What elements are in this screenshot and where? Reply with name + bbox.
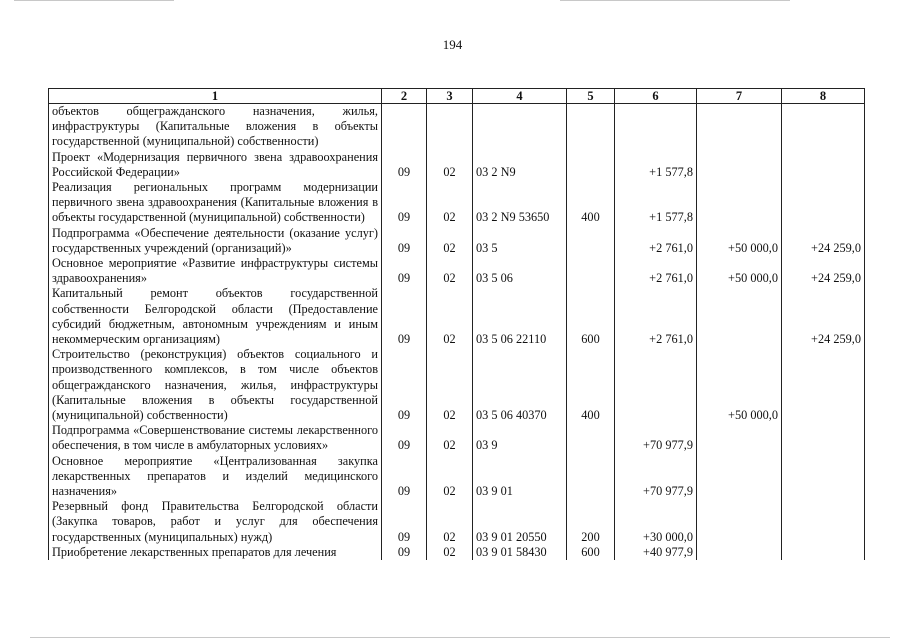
cell-rz <box>382 104 427 150</box>
cell-rz: 09 <box>382 256 427 286</box>
budget-table <box>48 88 865 560</box>
cell-sum-7 <box>697 545 782 560</box>
cell-sum-6: +1 577,8 <box>615 180 697 226</box>
cell-vr <box>567 454 615 500</box>
cell-sum-7: +50 000,0 <box>697 347 782 423</box>
row-name: Капитальный ремонт объектов государственной собственности Белгородской области (Предоставление субсидий бюджетным, автономным учреждениям и иным некоммерческим организациям) <box>49 286 382 347</box>
cell-csr: 03 9 01 <box>473 454 567 500</box>
table-row <box>49 347 865 423</box>
cell-sum-8 <box>782 347 865 423</box>
scan-edge-top-left <box>14 0 174 1</box>
table-row <box>49 256 865 286</box>
table-row <box>49 180 865 226</box>
table-row <box>49 423 865 453</box>
cell-csr: 03 5 06 22110 <box>473 286 567 347</box>
cell-csr: 03 2 N9 <box>473 150 567 180</box>
cell-vr: 200 <box>567 499 615 545</box>
cell-sum-6 <box>615 347 697 423</box>
cell-sum-8 <box>782 104 865 150</box>
row-name: Основное мероприятие «Развитие инфраструктуры системы здравоохранения» <box>49 256 382 286</box>
cell-sum-7 <box>697 180 782 226</box>
cell-sum-6: +1 577,8 <box>615 150 697 180</box>
row-name: Подпрограмма «Совершенствование системы лекарственного обеспечения, в том числе в амбулаторных условиях» <box>49 423 382 453</box>
cell-rz: 09 <box>382 347 427 423</box>
cell-sum-7 <box>697 104 782 150</box>
scan-edge-bottom <box>30 637 890 638</box>
cell-csr: 03 5 06 <box>473 256 567 286</box>
cell-sum-7 <box>697 286 782 347</box>
cell-sum-8 <box>782 499 865 545</box>
cell-csr: 03 2 N9 53650 <box>473 180 567 226</box>
cell-pr: 02 <box>427 150 473 180</box>
column-header-6: 6 <box>615 89 697 104</box>
cell-pr: 02 <box>427 180 473 226</box>
scan-edge-top-right <box>560 0 790 1</box>
cell-csr: 03 9 01 58430 <box>473 545 567 560</box>
cell-pr: 02 <box>427 545 473 560</box>
cell-pr <box>427 104 473 150</box>
cell-pr: 02 <box>427 347 473 423</box>
cell-pr: 02 <box>427 226 473 256</box>
cell-sum-8: +24 259,0 <box>782 226 865 256</box>
row-name: Строительство (реконструкция) объектов социального и производственного комплексов, в том числе объектов общегражданского назначения, жилья, инфраструктуры (Капитальные вложения в объекты государственной (муниципальной) собственности) <box>49 347 382 423</box>
cell-sum-8 <box>782 545 865 560</box>
row-name: объектов общегражданского назначения, жилья, инфраструктуры (Капитальные вложения в объекты государственной (муниципальной) собственности) <box>49 104 382 150</box>
cell-pr: 02 <box>427 454 473 500</box>
cell-sum-8: +24 259,0 <box>782 256 865 286</box>
cell-vr <box>567 150 615 180</box>
cell-rz: 09 <box>382 423 427 453</box>
cell-vr <box>567 226 615 256</box>
cell-rz: 09 <box>382 286 427 347</box>
cell-sum-7: +50 000,0 <box>697 226 782 256</box>
cell-sum-6: +40 977,9 <box>615 545 697 560</box>
cell-sum-6: +2 761,0 <box>615 286 697 347</box>
cell-vr <box>567 423 615 453</box>
table-row <box>49 545 865 560</box>
cell-sum-7 <box>697 423 782 453</box>
table-row <box>49 226 865 256</box>
table-row <box>49 104 865 150</box>
row-name: Приобретение лекарственных препаратов для лечения <box>49 545 382 560</box>
cell-rz: 09 <box>382 499 427 545</box>
cell-sum-6: +70 977,9 <box>615 454 697 500</box>
cell-rz: 09 <box>382 150 427 180</box>
column-header-2: 2 <box>382 89 427 104</box>
cell-rz: 09 <box>382 454 427 500</box>
row-name: Подпрограмма «Обеспечение деятельности (оказание услуг) государственных учреждений (организаций)» <box>49 226 382 256</box>
cell-csr: 03 5 06 40370 <box>473 347 567 423</box>
column-header-8: 8 <box>782 89 865 104</box>
column-header-4: 4 <box>473 89 567 104</box>
cell-sum-8: +24 259,0 <box>782 286 865 347</box>
cell-sum-8 <box>782 423 865 453</box>
cell-vr: 600 <box>567 545 615 560</box>
cell-rz: 09 <box>382 180 427 226</box>
table-row <box>49 286 865 347</box>
cell-csr: 03 9 <box>473 423 567 453</box>
table-row <box>49 454 865 500</box>
cell-csr <box>473 104 567 150</box>
cell-sum-6: +70 977,9 <box>615 423 697 453</box>
cell-sum-8 <box>782 150 865 180</box>
cell-pr: 02 <box>427 286 473 347</box>
cell-vr: 600 <box>567 286 615 347</box>
cell-sum-6: +2 761,0 <box>615 256 697 286</box>
cell-pr: 02 <box>427 423 473 453</box>
row-name: Резервный фонд Правительства Белгородской области (Закупка товаров, работ и услуг для обеспечения государственных (муниципальных) нужд) <box>49 499 382 545</box>
table-header-row <box>49 89 865 104</box>
cell-rz: 09 <box>382 545 427 560</box>
cell-sum-7 <box>697 150 782 180</box>
page-number: 194 <box>442 37 463 52</box>
column-header-7: 7 <box>697 89 782 104</box>
cell-vr <box>567 104 615 150</box>
cell-pr: 02 <box>427 499 473 545</box>
cell-sum-6: +2 761,0 <box>615 226 697 256</box>
cell-sum-8 <box>782 454 865 500</box>
cell-vr <box>567 256 615 286</box>
cell-sum-7 <box>697 499 782 545</box>
column-header-1: 1 <box>49 89 382 104</box>
cell-vr: 400 <box>567 180 615 226</box>
cell-sum-7: +50 000,0 <box>697 256 782 286</box>
cell-sum-7 <box>697 454 782 500</box>
cell-rz: 09 <box>382 226 427 256</box>
table-row <box>49 499 865 545</box>
column-header-3: 3 <box>427 89 473 104</box>
row-name: Реализация региональных программ модернизации первичного звена здравоохранения (Капитальные вложения в объекты государственной (муниципальной) собственности) <box>49 180 382 226</box>
cell-pr: 02 <box>427 256 473 286</box>
column-header-5: 5 <box>567 89 615 104</box>
table-row <box>49 150 865 180</box>
cell-csr: 03 5 <box>473 226 567 256</box>
cell-sum-6 <box>615 104 697 150</box>
row-name: Основное мероприятие «Централизованная закупка лекарственных препаратов и изделий медицинского назначения» <box>49 454 382 500</box>
row-name: Проект «Модернизация первичного звена здравоохранения Российской Федерации» <box>49 150 382 180</box>
cell-vr: 400 <box>567 347 615 423</box>
cell-sum-6: +30 000,0 <box>615 499 697 545</box>
cell-csr: 03 9 01 20550 <box>473 499 567 545</box>
cell-sum-8 <box>782 180 865 226</box>
